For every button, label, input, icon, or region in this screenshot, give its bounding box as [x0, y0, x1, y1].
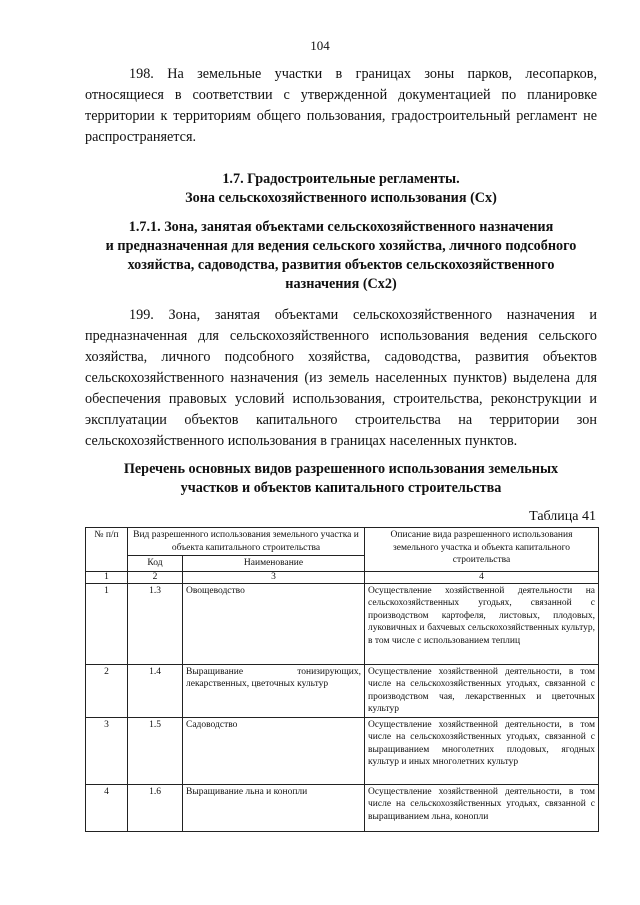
- section-heading-1-7-line1: 1.7. Градостроительные регламенты.: [222, 171, 460, 187]
- table-row: [86, 583, 599, 664]
- row-num: 3: [86, 717, 128, 784]
- row-description: Осуществление хозяйственной деятельности, в том числе на сельскохозяйственных угодьях, связанной с выращиванием многолетних плодовых, ягодных культур и иных многолетних культур: [365, 717, 599, 784]
- row-description: Осуществление хозяйственной деятельности, в том числе на сельскохозяйственных угодьях, связанной с выращиванием льна, конопли: [365, 784, 599, 831]
- row-num: 4: [86, 784, 128, 831]
- regulations-table: [85, 527, 599, 832]
- column-index: 3: [183, 571, 365, 583]
- table-row: [86, 717, 599, 784]
- section-heading-1-7-1-line3: хозяйства, садоводства, развития объектов сельскохозяйственного: [127, 257, 555, 273]
- table-row: [86, 664, 599, 717]
- row-name: Выращивание тонизирующих, лекарственных, цветочных культур: [183, 664, 365, 717]
- column-index: 2: [128, 571, 183, 583]
- header-code: Код: [128, 556, 183, 572]
- header-name: Наименование: [183, 556, 365, 572]
- section-heading-1-7-1-line1: 1.7.1. Зона, занятая объектами сельскохозяйственного назначения: [128, 219, 554, 235]
- section-heading-1-7-1: [85, 218, 597, 294]
- row-code: 1.5: [128, 717, 183, 784]
- column-index-row: [86, 571, 599, 583]
- section-heading-1-7-1-line4: назначения (Сх2): [285, 276, 397, 292]
- table-header-row: [86, 528, 599, 556]
- paragraph-199: 199. Зона, занятая объектами сельскохозяйственного назначения и предназначенная для сельскохозяйственного использования ведения сельского хозяйства, личного подсобного хозяйства, садоводства, развития объектов сельскохозяйственного назначения (из земель населенных пунктов) выделена для обеспечения правовых условий использования, строительства, реконструкции и эксплуатации объектов капитального строительства на территории зон сельскохозяйственного использования в границах населенных пунктов.: [85, 307, 597, 449]
- column-index: 4: [365, 571, 599, 583]
- list-heading-line1: Перечень основных видов разрешенного использования земельных: [123, 461, 559, 477]
- row-code: 1.6: [128, 784, 183, 831]
- section-heading-1-7-line2: Зона сельскохозяйственного использования (Сх): [185, 190, 497, 206]
- row-name: Выращивание льна и конопли: [183, 784, 365, 831]
- row-name: Садоводство: [183, 717, 365, 784]
- paragraph-198: 198. На земельные участки в границах зоны парков, лесопарков, относящиеся в соответствии с утвержденной документацией по планировке территории к территориям общего пользования, градостроительный регламент не распространяется.: [85, 66, 597, 145]
- row-code: 1.4: [128, 664, 183, 717]
- header-kind: Вид разрешенного использования земельного участка и объекта капитального строительства: [128, 528, 365, 556]
- list-heading: [85, 460, 597, 498]
- section-heading-1-7: [85, 170, 597, 208]
- header-description: Описание вида разрешенного использования земельного участка и объекта капитального строительства: [365, 528, 599, 572]
- row-num: 1: [86, 583, 128, 664]
- row-description: Осуществление хозяйственной деятельности на сельскохозяйственных угодьях, связанной с производством картофеля, листовых, плодовых, луковичных и бахчевых сельскохозяйственных культур, в том числе с использованием теплиц: [365, 583, 599, 664]
- row-code: 1.3: [128, 583, 183, 664]
- row-num: 2: [86, 664, 128, 717]
- row-description: Осуществление хозяйственной деятельности, в том числе на сельскохозяйственных угодьях, связанной с производством чая, лекарственных и цветочных культур: [365, 664, 599, 717]
- page-number: 104: [310, 38, 330, 53]
- table-row: [86, 784, 599, 831]
- row-name: Овощеводство: [183, 583, 365, 664]
- list-heading-line2: участков и объектов капитального строительства: [180, 480, 502, 496]
- section-heading-1-7-1-line2: и предназначенная для ведения сельского хозяйства, личного подсобного: [105, 238, 577, 254]
- header-num: № п/п: [86, 528, 128, 572]
- column-index: 1: [86, 571, 128, 583]
- table-caption: Таблица 41: [529, 509, 596, 524]
